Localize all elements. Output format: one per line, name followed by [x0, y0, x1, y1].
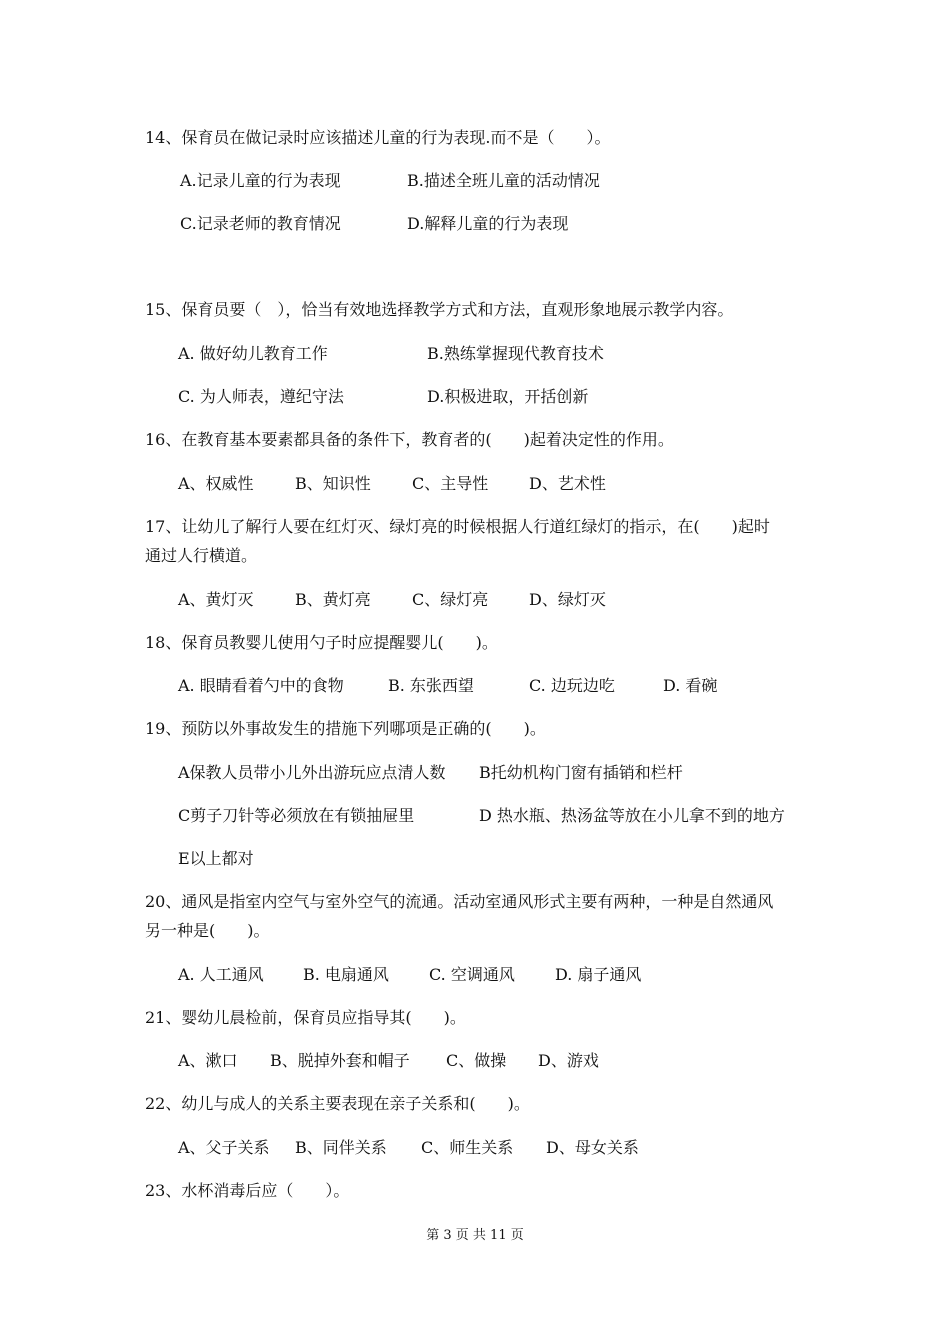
- question-15: 15、保育员要（ ），恰当有效地选择教学方式和方法，直观形象地展示教学内容。: [145, 300, 734, 319]
- question-20-line-2: 另一种是( )。: [145, 921, 270, 940]
- question-17-line-1: 17、让幼儿了解行人要在红灯灭、绿灯亮的时候根据人行道红绿灯的指示，在( )起时: [145, 517, 770, 536]
- q22-option-b: B、同伴关系: [295, 1138, 387, 1157]
- q14-option-c: C.记录老师的教育情况: [180, 214, 341, 233]
- question-20-line-1: 20、通风是指室内空气与室外空气的流通。活动室通风形式主要有两种，一种是自然通风: [145, 892, 774, 911]
- question-17-line-2: 通过人行横道。: [145, 546, 258, 565]
- question-14: 14、保育员在做记录时应该描述儿童的行为表现.而不是（ ）。: [145, 128, 611, 147]
- q16-option-b: B、知识性: [295, 474, 371, 493]
- q20-option-d: D. 扇子通风: [555, 965, 642, 984]
- q14-option-b: B.描述全班儿童的活动情况: [407, 171, 600, 190]
- q19-option-c: C剪子刀针等必须放在有锁抽屉里: [178, 806, 415, 825]
- q19-option-a: A保教人员带小儿外出游玩应点清人数: [178, 763, 446, 782]
- q21-option-a: A、漱口: [178, 1051, 238, 1070]
- q20-option-c: C. 空调通风: [429, 965, 515, 984]
- q15-option-a: A. 做好幼儿教育工作: [178, 344, 328, 363]
- question-23: 23、水杯消毒后应（ ）。: [145, 1181, 350, 1200]
- q19-option-b: B托幼机构门窗有插销和栏杆: [479, 763, 683, 782]
- q15-option-b: B.熟练掌握现代教育技术: [427, 344, 604, 363]
- q16-option-d: D、艺术性: [529, 474, 606, 493]
- q18-option-a: A. 眼睛看着勺中的食物: [178, 676, 344, 695]
- q17-option-d: D、绿灯灭: [529, 590, 606, 609]
- question-19: 19、预防以外事故发生的措施下列哪项是正确的( )。: [145, 719, 546, 738]
- question-16: 16、在教育基本要素都具备的条件下，教育者的( )起着决定性的作用。: [145, 430, 674, 449]
- q22-option-a: A、父子关系: [178, 1138, 270, 1157]
- q16-option-c: C、主导性: [412, 474, 489, 493]
- q19-option-d: D 热水瓶、热汤盆等放在小儿拿不到的地方: [479, 806, 785, 825]
- q20-option-a: A. 人工通风: [178, 965, 264, 984]
- q21-option-c: C、做操: [446, 1051, 507, 1070]
- page-footer: 第 3 页 共 11 页: [426, 1228, 524, 1243]
- q21-option-d: D、游戏: [538, 1051, 599, 1070]
- question-18: 18、保育员教婴儿使用勺子时应提醒婴儿( )。: [145, 633, 498, 652]
- q18-option-b: B. 东张西望: [388, 676, 474, 695]
- q20-option-b: B. 电扇通风: [303, 965, 389, 984]
- q18-option-d: D. 看碗: [663, 676, 718, 695]
- q22-option-d: D、母女关系: [546, 1138, 639, 1157]
- q15-option-d: D.积极进取，开括创新: [427, 387, 589, 406]
- q21-option-b: B、脱掉外套和帽子: [270, 1051, 410, 1070]
- q22-option-c: C、师生关系: [421, 1138, 514, 1157]
- q16-option-a: A、权威性: [178, 474, 254, 493]
- q15-option-c: C. 为人师表，遵纪守法: [178, 387, 344, 406]
- question-21: 21、婴幼儿晨检前，保育员应指导其( )。: [145, 1008, 466, 1027]
- q19-option-e: E以上都对: [178, 849, 254, 868]
- question-22: 22、幼儿与成人的关系主要表现在亲子关系和( )。: [145, 1094, 530, 1113]
- q17-option-a: A、黄灯灭: [178, 590, 254, 609]
- q17-option-c: C、绿灯亮: [412, 590, 489, 609]
- q14-option-a: A.记录儿童的行为表现: [180, 171, 341, 190]
- q18-option-c: C. 边玩边吃: [529, 676, 615, 695]
- q17-option-b: B、黄灯亮: [295, 590, 371, 609]
- q14-option-d: D.解释儿童的行为表现: [407, 214, 569, 233]
